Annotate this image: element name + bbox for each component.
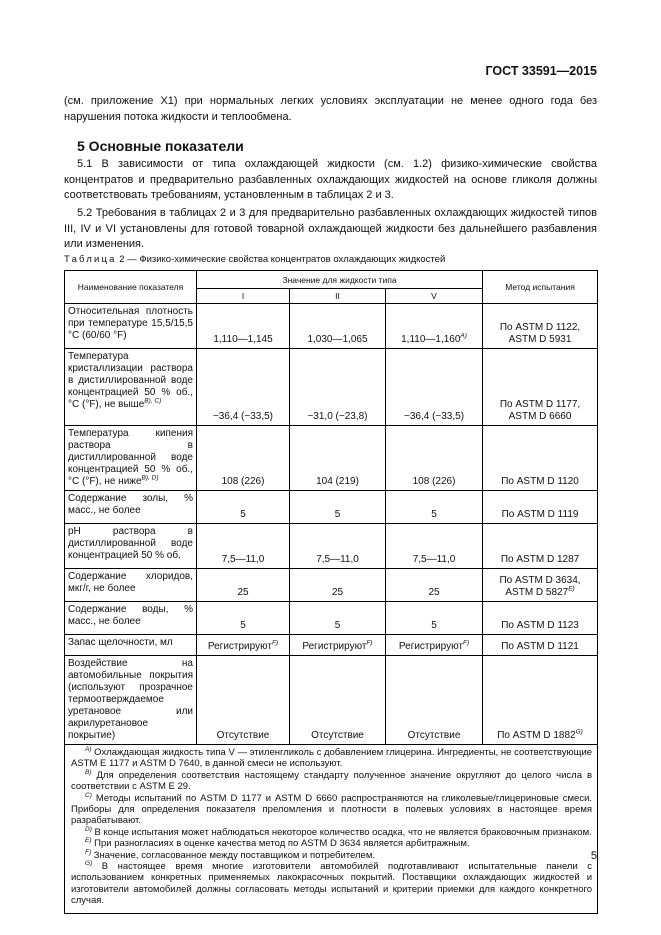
note-text: В конце испытания может наблюдаться некоторое количество осадка, что не является браковочным признаком.: [94, 826, 592, 838]
cell-type-2-text: 5: [334, 509, 341, 520]
section-title: 5 Основные показатели: [77, 138, 244, 154]
note-text: В настоящее время многие изготовители автомобилей подготавливают испытательные панели с использованием конкретных применяемых лакокрасочных покрытий. Поставщики охлаждающих жидкостей и изготовители автомобилей должны согласовать методы испытаний и критерии приемки для каждого конкретного случая.: [71, 861, 593, 907]
table-row: [65, 635, 598, 656]
cell-type-3: [386, 656, 483, 745]
cell-type-2: [290, 569, 386, 602]
cell-name: [65, 524, 197, 569]
cell-type-2-text: Регистрируют: [302, 641, 367, 652]
note-mark: D): [85, 825, 92, 833]
cell-type-1: [197, 491, 290, 524]
cell-type-3: [386, 491, 483, 524]
table-note: [71, 770, 592, 793]
cell-method: [483, 524, 598, 569]
cell-type-3: [386, 635, 483, 656]
note-mark: E): [85, 837, 92, 845]
table-caption: [64, 254, 445, 265]
cell-type-1-text: 108 (226): [221, 476, 265, 487]
cell-type-1: [197, 524, 290, 569]
note-mark: B): [85, 768, 92, 776]
cell-name-text: Содержание золы, % масс., не более: [68, 493, 193, 516]
cell-type-2: [290, 491, 386, 524]
cell-name-footnote-ref: B), D): [141, 474, 159, 482]
intro-paragraph: (см. приложение X1) при нормальных легких условиях эксплуатации не менее одного года без нарушения потока жидкости и теплообмена.: [64, 95, 597, 123]
properties-table: [64, 270, 598, 914]
cell-type-3-text: Отсутствие: [407, 730, 461, 741]
cell-type-3-text: 5: [431, 620, 437, 631]
cell-method-text: По ASTM D 1119: [501, 509, 579, 520]
note-text: Методы испытаний по ASTM D 1177 и ASTM D 6660 распространяются на гликолевые/глицериновые смеси. Приборы для определения показателя преломления и плотности в полевых условиях в настоящее время разрабатывают.: [71, 792, 593, 827]
cell-name-text: Запас щелочности, мл: [68, 637, 173, 648]
table-caption-text: 2 — Физико-химические свойства концентратов охлаждающих жидкостей: [116, 254, 446, 265]
table-row: [65, 304, 598, 349]
cell-name-text: Температура кристаллизации раствора в дистиллированной воде концентрацией 50 % об., °С (°F), не выше: [68, 351, 193, 410]
cell-type-2-text: 7,5—11,0: [316, 554, 359, 565]
cell-type-2-text: 104 (219): [316, 476, 359, 487]
cell-type-2-text: Отсутствие: [311, 730, 364, 741]
cell-method-text: По ASTM D 1120: [501, 476, 579, 487]
table-notes-row: [65, 745, 598, 914]
cell-method-footnote-ref: E): [568, 585, 575, 593]
cell-name-text: pH раствора в дистиллированной воде концентрацией 50 % об.: [68, 526, 193, 561]
cell-name-text: Температура кипения раствора в дистиллированной воде концентрацией 50 % об., °С (°F), не ниже: [68, 428, 193, 487]
cell-type-2-text: 5: [334, 620, 341, 631]
cell-type-3-footnote-ref: F): [462, 639, 470, 647]
cell-method-text: По ASTM D 1122, ASTM D 5931: [499, 322, 581, 345]
cell-type-2-text: −31,0 (−23,8): [307, 411, 368, 422]
cell-type-2: [290, 426, 386, 491]
cell-name: [65, 491, 197, 524]
cell-type-1-text: 7,5—11,0: [221, 554, 265, 565]
cell-name-text: Воздействие на автомобильные покрытия (используют прозрачное термоотверждаемое уретановое или акрилуретановое покрытие): [68, 658, 193, 741]
note-mark: G): [85, 859, 93, 867]
cell-type-3-footnote-ref: A): [460, 332, 467, 340]
cell-type-3-text: 1,110—1,160: [401, 334, 461, 345]
cell-type-1: [197, 656, 290, 745]
cell-type-3: [386, 524, 483, 569]
cell-type-2: [290, 524, 386, 569]
cell-method: [483, 635, 598, 656]
paragraph-5-2: 5.2 Требования в таблицах 2 и 3 для предварительно разбавленных охлаждающих жидкостей типов III, IV и VI установлены для готовой товарной охлаждающей жидкости без дальнейшего разбавления или изменения.: [64, 207, 597, 250]
table-notes: [65, 745, 598, 914]
cell-type-2: [290, 656, 386, 745]
cell-type-3-text: 108 (226): [412, 476, 456, 487]
note-text: Охлаждающая жидкость типа V — этиленгликоль с добавлением глицерина. Ингредиенты, не соответствующие ASTM E 1177 и ASTM D 7640, в данной смеси не используют.: [71, 747, 593, 770]
header-method: Метод испытания: [483, 271, 598, 304]
cell-type-1-text: 25: [237, 587, 249, 598]
cell-type-1: [197, 635, 290, 656]
cell-type-3: [386, 426, 483, 491]
cell-name: [65, 635, 197, 656]
cell-method-text: По ASTM D 3634, ASTM D 5827: [499, 575, 581, 598]
cell-type-1: [197, 602, 290, 635]
cell-method-text: По ASTM D 1123: [501, 620, 579, 631]
cell-method: [483, 426, 598, 491]
cell-name-text: Содержание хлоридов, мкг/г, не более: [68, 571, 193, 594]
note-mark: C): [85, 791, 92, 799]
table-note: [71, 861, 592, 907]
cell-type-2-text: 25: [331, 587, 344, 598]
cell-name: [65, 304, 197, 349]
cell-name: [65, 426, 197, 491]
table-row: [65, 524, 598, 569]
cell-type-1-footnote-ref: F): [271, 639, 279, 647]
cell-method: [483, 569, 598, 602]
cell-type-3: [386, 602, 483, 635]
header-type-3: V: [386, 289, 483, 304]
cell-method-footnote-ref: G): [575, 728, 583, 736]
table-note: [71, 827, 592, 838]
cell-type-3: [386, 569, 483, 602]
cell-type-1-text: 5: [240, 509, 246, 520]
cell-method: [483, 304, 598, 349]
note-mark: A): [85, 745, 92, 753]
table-row: [65, 569, 598, 602]
cell-name-footnote-ref: B), C): [144, 397, 162, 405]
cell-type-1-text: Регистрируют: [207, 641, 272, 652]
cell-name-text: Относительная плотность при температуре 15,5/15,5 °С (60/60 °F): [68, 306, 193, 341]
cell-type-1: [197, 304, 290, 349]
cell-name-text: Содержание воды, % масс., не более: [68, 604, 193, 627]
table-note: [71, 850, 592, 861]
table-caption-label: Таблица: [64, 254, 117, 265]
cell-method: [483, 602, 598, 635]
table-row: [65, 656, 598, 745]
table-row: [65, 602, 598, 635]
cell-method-text: По ASTM D 1121: [501, 641, 579, 652]
cell-name: [65, 602, 197, 635]
cell-type-3: [386, 304, 483, 349]
table-note: [71, 793, 592, 827]
table-note: [71, 747, 592, 770]
cell-type-1-text: −36,4 (−33,5): [212, 411, 274, 422]
cell-type-3: [386, 349, 483, 426]
note-mark: F): [85, 848, 92, 856]
table-row: [65, 349, 598, 426]
cell-type-2-text: 1,030—1,065: [307, 334, 368, 345]
cell-type-2: [290, 349, 386, 426]
standard-header: ГОСТ 33591—2015: [485, 64, 597, 78]
cell-method-text: По ASTM D 1882: [497, 730, 576, 741]
cell-type-3-text: 25: [428, 587, 440, 598]
cell-name: [65, 656, 197, 745]
header-type-2: II: [290, 289, 386, 304]
note-text: Для определения соответствия настоящему стандарту полученное значение округляют до целого числа в соответствии с ASTM E 29.: [71, 769, 593, 793]
cell-type-3-text: Регистрируют: [398, 641, 463, 652]
cell-name: [65, 349, 197, 426]
cell-method-text: По ASTM D 1287: [500, 554, 580, 565]
cell-type-1-text: 1,110—1,145: [213, 334, 273, 345]
cell-type-2: [290, 602, 386, 635]
cell-name: [65, 569, 197, 602]
cell-type-1: [197, 569, 290, 602]
table-row: [65, 491, 598, 524]
page-number: 5: [590, 850, 597, 862]
cell-type-1: [197, 426, 290, 491]
header-type-1: I: [197, 289, 290, 304]
cell-type-1-text: Отсутствие: [216, 730, 270, 741]
cell-method: [483, 656, 598, 745]
cell-method: [483, 491, 598, 524]
header-name: Наименование показателя: [65, 271, 197, 304]
note-text: При разногласиях в оценке качества метод по ASTM D 3634 является арбитражным.: [94, 838, 470, 850]
cell-type-2: [290, 635, 386, 656]
table-row: [65, 426, 598, 491]
cell-method-text: По ASTM D 1177, ASTM D 6660: [499, 399, 581, 422]
paragraph-5-1: 5.1 В зависимости от типа охлаждающей жидкости (см. 1.2) физико-химические свойства концентратов и предварительно разбавленных охлаждающих жидкостей на основе гликоля должны соответствовать требованиям, установленным в таблицах 2 и 3.: [64, 158, 597, 201]
table-note: [71, 838, 592, 849]
header-value-group: Значение для жидкости типа: [197, 271, 483, 289]
cell-method: [483, 349, 598, 426]
cell-type-2-footnote-ref: F): [366, 639, 373, 647]
note-text: Значение, согласованное между поставщиком и потребителем.: [93, 849, 375, 861]
cell-type-3-text: −36,4 (−33,5): [403, 411, 465, 422]
cell-type-3-text: 5: [431, 509, 437, 520]
cell-type-3-text: 7,5—11,0: [412, 554, 456, 565]
cell-type-1-text: 5: [240, 620, 246, 631]
cell-type-2: [290, 304, 386, 349]
cell-type-1: [197, 349, 290, 426]
